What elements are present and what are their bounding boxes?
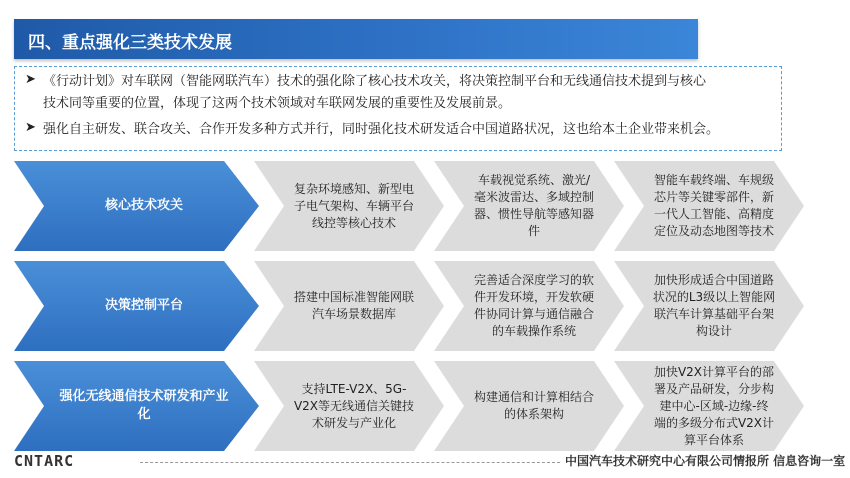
footer-logo: CNTARC xyxy=(14,452,75,470)
item-text: 车载视觉系统、激光/ 毫米波雷达、多域控制 器、惯性导航等感知器 件 xyxy=(473,173,594,238)
item-text: 复杂环境感知、新型电 子电气架构、车辆平台 线控等核心技术 xyxy=(293,181,414,230)
item-text: 加快V2X计算平台的部 署及产品研发，分步构 建中心-区域-边缘-终 端的多级分布式V2X计 算平台体系 xyxy=(653,364,775,447)
row-head-label: 强化无线通信技术研发和产业化 xyxy=(59,389,229,422)
row-wireless-comm xyxy=(14,361,814,451)
row-core-tech xyxy=(14,161,814,251)
intro-paragraph-1: 《行动计划》对车联网（智能网联汽车）技术的强化除了核心技术攻关，将决策控制平台和无线通信技术提到与核心 技术同等重要的位置，体现了这两个技术领域对车联网发展的重要性及发展前景。 xyxy=(43,74,707,111)
intro-box xyxy=(14,66,782,151)
row-decision-platform xyxy=(14,261,814,351)
intro-paragraph-2: 强化自主研发、联合攻关、合作开发多种方式并行，同时强化技术研发适合中国道路状况，这也给本土企业带来机会。 xyxy=(43,122,720,137)
item-text: 构建通信和计算相结合 的体系架构 xyxy=(473,390,594,421)
item-text: 智能车载终端、车规级 芯片等关键零部件，新 一代人工智能、高精度 定位及动态地图等技术 xyxy=(653,173,774,238)
item-text: 完善适合深度学习的软 件开发环境，开发软硬 件协同计算与通信融合 的车载操作系统 xyxy=(473,273,594,338)
page-title: 四、重点强化三类技术发展 xyxy=(28,33,232,53)
bullet-icon: ➤ xyxy=(25,120,36,135)
footer-text: 中国汽车技术研究中心有限公司情报所 信息咨询一室 xyxy=(565,454,846,468)
footer-divider xyxy=(140,462,560,463)
item-text: 支持LTE-V2X、5G- V2X等无线通信关键技 术研发与产业化 xyxy=(293,381,415,430)
title-bar xyxy=(14,19,698,59)
row-head-label: 决策控制平台 xyxy=(104,298,183,313)
item-text: 加快形成适合中国道路 状况的L3级以上智能网 联汽车计算基础平台架 构设计 xyxy=(652,273,776,338)
row-head-label: 核心技术攻关 xyxy=(104,198,183,213)
bullet-icon: ➤ xyxy=(25,72,36,87)
item-text: 搭建中国标准智能网联 汽车场景数据库 xyxy=(293,290,414,321)
